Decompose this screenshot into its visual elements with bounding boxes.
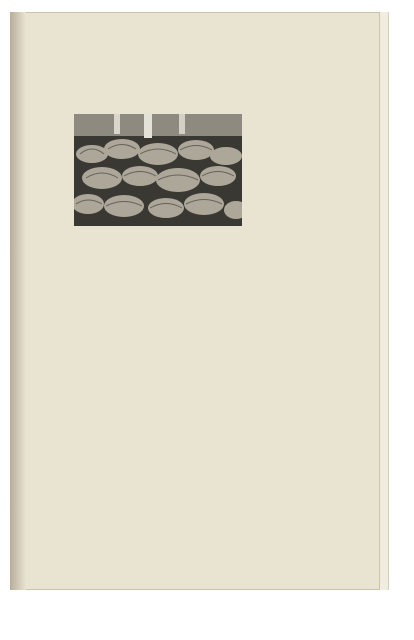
page-gutter: [10, 12, 26, 590]
intro-text-block: [245, 112, 345, 252]
main-text-block: [42, 238, 327, 528]
banana-pile-image: [74, 114, 242, 226]
banana-market-photo: [74, 114, 242, 226]
page-edge: [380, 12, 389, 590]
